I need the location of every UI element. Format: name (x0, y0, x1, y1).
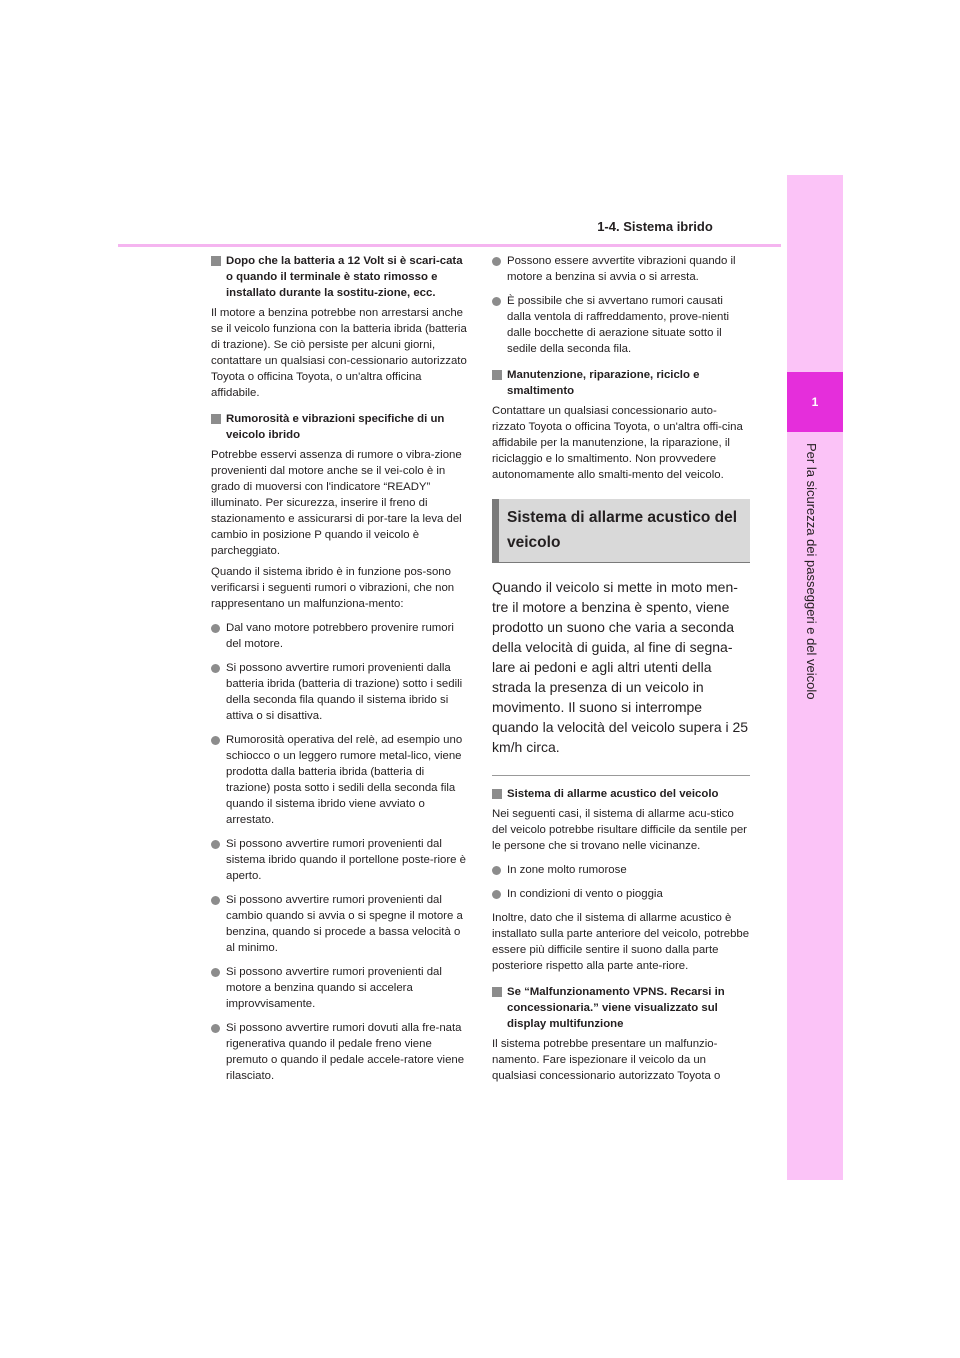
list-item: In condizioni di vento o pioggia (492, 886, 750, 902)
list-item: Rumorosità operativa del relè, ad esempio uno schiocco o un leggero rumore metal-lico, viene prodotta dalla batteria ibrida (batteria di trazione) posta sotto i sedili della seconda fila quando il sistema ibrido viene avviato o arrestato. (211, 732, 469, 828)
heading-alarm: Sistema di allarme acustico del veicolo (492, 786, 750, 802)
list-item: Possono essere avvertite vibrazioni quando il motore a benzina si avvia o si arresta. (492, 253, 750, 285)
chapter-number: 1 (811, 395, 819, 409)
section-title: Sistema di allarme acustico del veicolo (507, 509, 738, 551)
section-label: 1-4. Sistema ibrido (597, 219, 713, 234)
paragraph-maintenance: Contattare un qualsiasi concessionario auto-rizzato Toyota o officina Toyota, o un'altra offi-cina affidabile per la manutenzione, la riparazione, il riciclaggio e lo smaltimento. Non provvedere autonomamente allo smalti-mento del veicolo. (492, 405, 743, 481)
paragraph-alarm-position: Inoltre, dato che il sistema di allarme acustico è installato sulla parte anteriore del veicolo, potrebbe essere più difficile sentire il suono dalla parte posteriore rispetto alla parte ante-riore. (492, 912, 750, 972)
divider (492, 775, 750, 776)
paragraph-noise-list-intro: Quando il sistema ibrido è in funzione pos-sono verificarsi i seguenti rumori o vibrazioni, che non rappresentano un malfunziona-mento: (211, 566, 455, 610)
heading-battery: Dopo che la batteria a 12 Volt si è scari-cata o quando il terminale è stato rimosso e installato durante la sostitu-zione, ecc. (211, 253, 469, 301)
heading-maintenance: Manutenzione, riparazione, riciclo e smaltimento (492, 367, 750, 399)
list-item: Si possono avvertire rumori dovuti alla fre-nata rigenerativa quando il pedale freno viene premuto o quando il pedale accele-ratore viene rilasciato. (211, 1020, 469, 1084)
list-item: Si possono avvertire rumori provenienti dal motore a benzina quando si accelera improvvisamente. (211, 964, 469, 1012)
list-item: È possibile che si avvertano rumori causati dalla ventola di raffreddamento, prove-nienti dalle bocchette di aerazione situate sotto il sedile della seconda fila. (492, 293, 750, 357)
heading-vpns: Se “Malfunzionamento VPNS. Recarsi in concessionaria.” viene visualizzato sul display multifunzione (492, 984, 750, 1032)
list-item: In zone molto rumorose (492, 862, 750, 878)
chapter-tab (787, 372, 843, 432)
right-column (492, 253, 750, 1089)
section-intro: Quando il veicolo si mette in moto men-tre il motore a benzina è spento, viene prodotto un suono che varia a seconda della velocità di guida, al fine di segna-lare ai pedoni e agli altri utenti della strada la presenza di un veicolo in movimento. Il suono si interrompe quando la velocità del veicolo supera i 25 km/h circa. (492, 579, 749, 755)
list-item: Si possono avvertire rumori provenienti dal sistema ibrido quando il portellone poste-riore è aperto. (211, 836, 469, 884)
list-item: Dal vano motore potrebbero provenire rumori del motore. (211, 620, 469, 652)
paragraph-vpns: Il sistema potrebbe presentare un malfunzio-namento. Fare ispezionare il veicolo da un qualsiasi concessionario autorizzato Toyota o (492, 1038, 721, 1082)
paragraph-noise: Potrebbe esservi assenza di rumore o vibra-zione provenienti dal motore anche se il vei-colo è in grado di muoversi con l'indicatore “READY” illuminato. Per sicurezza, inserire il freno di stazionamento e assicurarsi di por-tare la leva del cambio in posizione P quando il veicolo è parcheggiato. (211, 449, 462, 557)
chapter-title: Per la sicurezza dei passeggeri e del veicolo (804, 443, 819, 700)
section-title-box (492, 499, 750, 563)
heading-noise: Rumorosità e vibrazioni specifiche di un veicolo ibrido (211, 411, 469, 443)
left-column (211, 253, 469, 1092)
paragraph-alarm: Nei seguenti casi, il sistema di allarme acu-stico del veicolo potrebbe risultare difficile da sentile per le persone che si trovano nelle vicinanze. (492, 808, 747, 852)
list-item: Si possono avvertire rumori provenienti dal cambio quando si avvia o si spegne il motore a benzina, quando si procede a bassa velocità o al minimo. (211, 892, 469, 956)
list-item: Si possono avvertire rumori provenienti dalla batteria ibrida (batteria di trazione) sotto i sedili della seconda fila quando il sistema ibrido si attiva o si disattiva. (211, 660, 469, 724)
paragraph-battery: Il motore a benzina potrebbe non arrestarsi anche se il veicolo funziona con la batteria ibrida (batteria di trazione). Se ciò persiste per alcuni giorni, contattare un qualsiasi con-cessionario autorizzato Toyota o officina Toyota, o un'altra officina affidabile. (211, 307, 467, 399)
header-rule (118, 244, 781, 247)
